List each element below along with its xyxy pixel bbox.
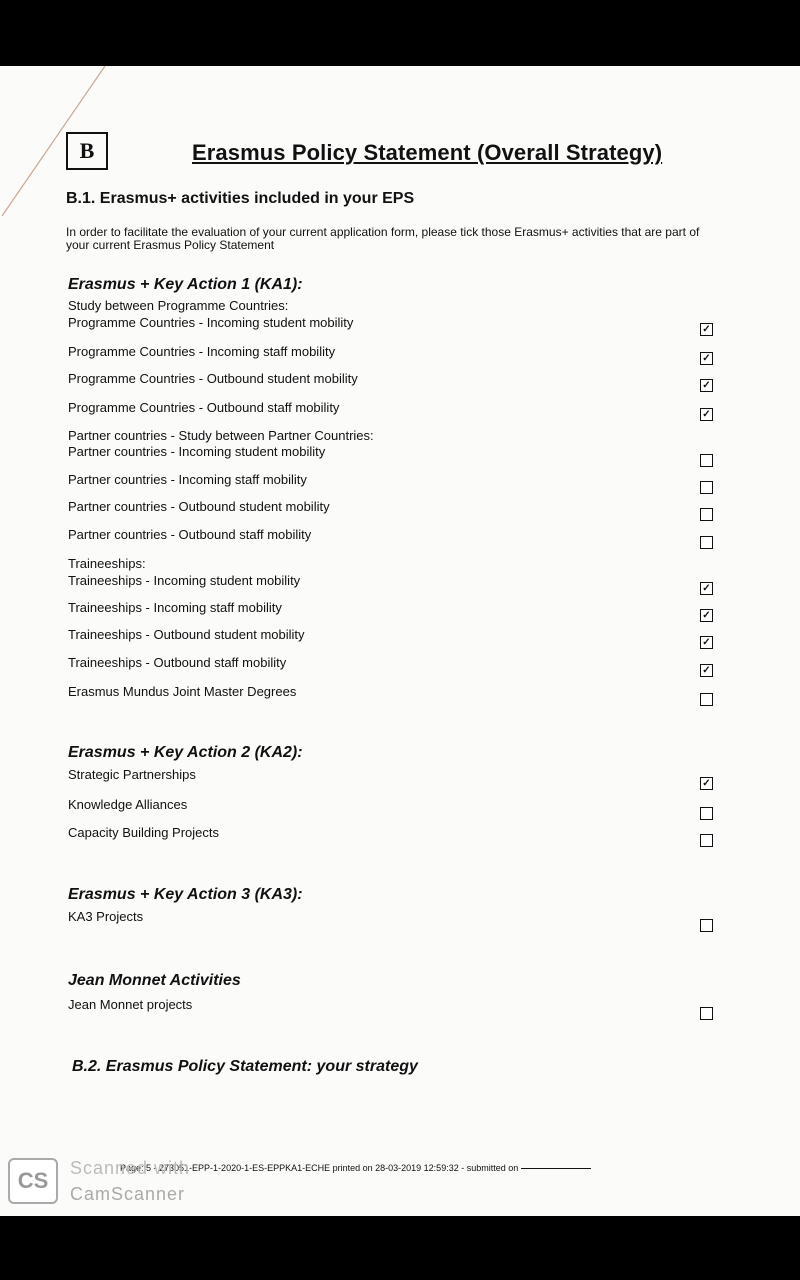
ka1-partner-label: Partner countries - Study between Partner Countries: bbox=[68, 428, 374, 443]
activity-label: Strategic Partnerships bbox=[68, 767, 196, 782]
watermark-line1: Scanned with bbox=[70, 1158, 191, 1178]
signature-line bbox=[521, 1168, 591, 1169]
activity-label: Jean Monnet projects bbox=[68, 997, 193, 1012]
activity-label: Traineeships - Incoming student mobility bbox=[68, 573, 301, 588]
activity-checkbox[interactable] bbox=[700, 508, 713, 521]
activity-label: Partner countries - Outbound student mobility bbox=[68, 499, 330, 514]
activity-checkbox[interactable] bbox=[700, 536, 713, 549]
activity-label: Partner countries - Incoming student mobility bbox=[68, 444, 326, 459]
activity-checkbox[interactable] bbox=[700, 454, 713, 467]
activity-checkbox[interactable]: ✓ bbox=[700, 379, 713, 392]
activity-label: Programme Countries - Incoming staff mobility bbox=[68, 344, 336, 359]
activity-checkbox[interactable] bbox=[700, 481, 713, 494]
activity-label: Traineeships - Outbound student mobility bbox=[68, 627, 305, 642]
activity-label: Traineeships - Outbound staff mobility bbox=[68, 655, 287, 670]
activity-checkbox[interactable] bbox=[700, 834, 713, 847]
activity-label: Partner countries - Outbound staff mobility bbox=[68, 527, 312, 542]
activity-checkbox[interactable]: ✓ bbox=[700, 582, 713, 595]
watermark-line2: CamScanner bbox=[70, 1184, 186, 1204]
section-b1-intro: In order to facilitate the evaluation of your current application form, please tick those Erasmus+ activities that are part of your current Erasmus Policy Statement bbox=[66, 225, 700, 252]
activity-checkbox[interactable] bbox=[700, 807, 713, 820]
activity-label: Programme Countries - Incoming student mobility bbox=[68, 315, 354, 330]
page-title: Erasmus Policy Statement (Overall Strategy) bbox=[192, 140, 663, 165]
activity-label: Programme Countries - Outbound student mobility bbox=[68, 371, 358, 386]
jean-monnet-heading: Jean Monnet Activities bbox=[68, 972, 241, 989]
activity-checkbox[interactable]: ✓ bbox=[700, 777, 713, 790]
activity-checkbox[interactable] bbox=[700, 693, 713, 706]
activity-label: Programme Countries - Outbound staff mobility bbox=[68, 400, 340, 415]
activity-checkbox[interactable] bbox=[700, 919, 713, 932]
activity-label: Traineeships - Incoming staff mobility bbox=[68, 600, 282, 615]
activity-label: Knowledge Alliances bbox=[68, 797, 188, 812]
footer-text: Page: 5 - 273051-EPP-1-2020-1-ES-EPPKA1-ECHE printed on 28-03-2019 12:59:32 - submitted on bbox=[120, 1163, 519, 1173]
page-footer bbox=[120, 1163, 591, 1173]
activity-checkbox[interactable]: ✓ bbox=[700, 323, 713, 336]
activity-label: Capacity Building Projects bbox=[68, 825, 220, 840]
ka1-programme-label: Study between Programme Countries: bbox=[68, 298, 289, 313]
ka2-heading: Erasmus + Key Action 2 (KA2): bbox=[68, 744, 303, 761]
activity-checkbox[interactable]: ✓ bbox=[700, 408, 713, 421]
ka3-heading: Erasmus + Key Action 3 (KA3): bbox=[68, 886, 303, 903]
activity-checkbox[interactable]: ✓ bbox=[700, 352, 713, 365]
ka1-traineeships-label: Traineeships: bbox=[68, 556, 146, 571]
section-b2-title: B.2. Erasmus Policy Statement: your strategy bbox=[72, 1058, 418, 1075]
section-letter-box: B bbox=[66, 132, 108, 170]
document-page bbox=[0, 66, 800, 1216]
camscanner-logo: CS bbox=[8, 1158, 58, 1204]
activity-checkbox[interactable]: ✓ bbox=[700, 664, 713, 677]
activity-checkbox[interactable]: ✓ bbox=[700, 636, 713, 649]
activity-label: Partner countries - Incoming staff mobility bbox=[68, 472, 307, 487]
activity-label: KA3 Projects bbox=[68, 909, 144, 924]
activity-checkbox[interactable] bbox=[700, 1007, 713, 1020]
ka1-heading: Erasmus + Key Action 1 (KA1): bbox=[68, 276, 303, 293]
activity-checkbox[interactable]: ✓ bbox=[700, 609, 713, 622]
activity-label: Erasmus Mundus Joint Master Degrees bbox=[68, 684, 297, 699]
section-b1-title: B.1. Erasmus+ activities included in your EPS bbox=[66, 190, 415, 207]
